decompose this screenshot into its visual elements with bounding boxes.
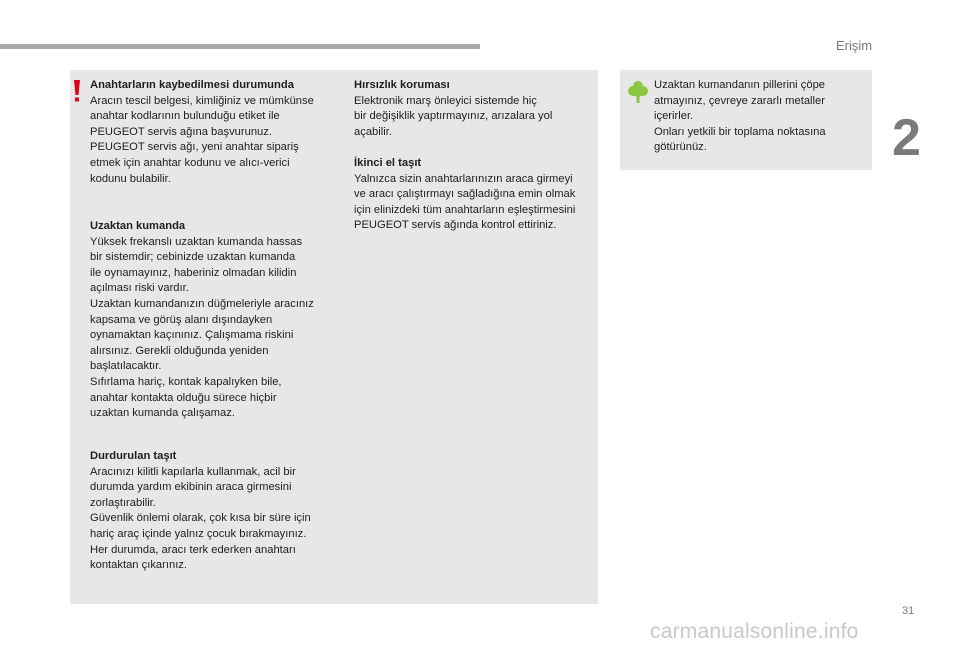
eco-note-text: Uzaktan kumandanın pillerini çöpe atmayınız, çevreye zararlı metaller içerirler. Onları yetkili bir toplama noktasına götürünüz. [654,79,826,154]
remote-control-text: Yüksek frekanslı uzaktan kumanda hassas bir sistemdir; cebinizde uzaktan kumanda ile oynamayınız, haberiniz olmadan kilidin açılması riski vardır. Uzaktan kumandanızın düğmeleriyle aracınız kapsama ve görüş alanı dışındayken oynamaktan kaçınınız. Çalışmama riskini alırsınız. Gerekli olduğunda yeniden başlatılacaktır. Sıfırlama hariç, kontak kapalıyken bile, anahtar kontakta olduğu sürece hiçbir uzaktan kumanda çalışamaz. [90,235,314,420]
stopped-vehicle-block [90,449,350,574]
header-rule [0,44,480,49]
anti-theft-block [354,78,596,140]
anti-theft-title: Hırsızlık koruması [354,79,450,91]
second-hand-title: İkinci el taşıt [354,157,422,169]
eco-note-block [654,78,868,156]
lost-keys-block [90,78,350,187]
stopped-vehicle-title: Durdurulan taşıt [90,450,177,462]
watermark: carmanualsonline.info [650,620,859,643]
lost-keys-text: Aracın tescil belgesi, kimliğiniz ve mümkünse anahtar kodlarının bulunduğu etiket ile PEUGEOT servis ağına başvurunuz. PEUGEOT servis ağı, yeni anahtar sipariş etmek için anahtar kodunu ve alıcı-verici kodunu bulabilir. [90,94,314,185]
anti-theft-text: Elektronik marş önleyici sistemde hiç bir değişiklik yaptırmayınız, arızalara yol açabilir. [354,94,553,138]
page-number: 31 [902,605,915,617]
exclamation-warning-icon [72,79,82,103]
chapter-number: 2 [892,109,921,167]
tree-eco-icon [628,80,648,104]
stopped-vehicle-text: Aracınızı kilitli kapılarla kullanmak, acil bir durumda yardım ekibinin araca girmesini zorlaştırabilir. Güvenlik önlemi olarak, çok kısa bir süre için hariç araç içinde yalnız çocuk bırakmayınız. Her durumda, aracı terk ederken anahtarı kontaktan çıkarınız. [90,465,311,572]
remote-control-block [90,219,350,422]
remote-control-title: Uzaktan kumanda [90,220,186,232]
second-hand-block [354,156,596,234]
section-title: Erişim [836,38,873,53]
second-hand-text: Yalnızca sizin anahtarlarınızın araca girmeyi ve aracı çalıştırmayı sağladığına emin olmak için elinizdeki tüm anahtarların eşleştirmesini PEUGEOT servis ağında kontrol ettiriniz. [354,172,576,232]
lost-keys-title: Anahtarların kaybedilmesi durumunda [90,79,294,91]
